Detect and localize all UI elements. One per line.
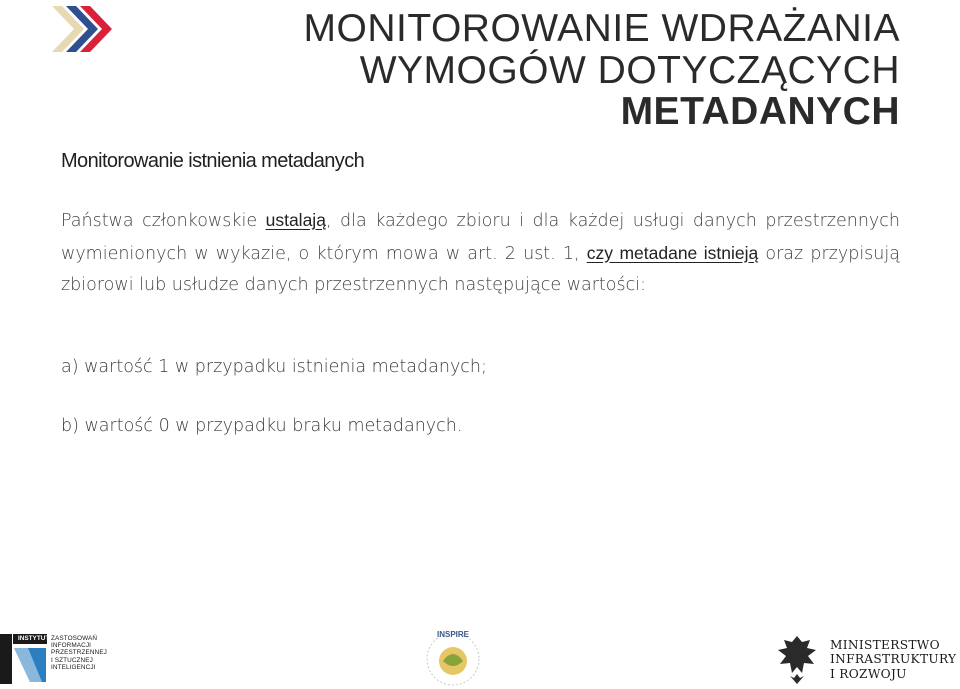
ministry-line: INFRASTRUKTURY [830, 652, 957, 667]
page-title [304, 8, 901, 133]
ipi-line: I SZTUCZNEJ [51, 656, 93, 664]
arrows-logo-icon [52, 6, 114, 52]
title-line-3: METADANYCH [620, 90, 900, 134]
ministry-name [830, 638, 956, 681]
section-subtitle: Monitorowanie istnienia metadanych [61, 150, 365, 172]
list-item-b: b) wartość 0 w przypadku braku metadanych. [61, 416, 463, 436]
ipi-name-text [51, 635, 107, 671]
title-line-2: WYMOGÓW DOTYCZĄCYCH [359, 48, 900, 92]
ipi-line: ZASTOSOWAŃ [51, 635, 98, 642]
title-line-1: MONITOROWANIE WDRAŻANIA [303, 7, 900, 50]
inspire-logo-icon [421, 625, 485, 689]
eagle-emblem-icon [772, 632, 822, 688]
ipi-line: PRZESTRZENNEJ [51, 649, 107, 657]
body-underlined-1: ustalają [265, 210, 326, 230]
ipi-line: INFORMACJI [51, 642, 92, 650]
inspire-label: INSPIRE [436, 630, 470, 639]
body-part-3: oraz przypisują zbiorowi lub usłudze danych przestrzennych następujące wartości: [61, 243, 900, 295]
body-paragraph [61, 205, 900, 302]
ministry-line: I ROZWOJU [830, 666, 907, 681]
ipi-line: INTELIGENCJI [51, 663, 96, 671]
body-part-2: , dla każdego zbioru i dla każdej usługi danych przestrzennych wymienionych w wykazie, o którym mowa w art. 2 ust. 1, [61, 211, 900, 264]
ministry-line: MINISTERSTWO [830, 638, 940, 652]
ipi-institute-label: INSTYTUT [18, 635, 50, 642]
body-underlined-2: czy metadane istnieją [586, 242, 759, 263]
list-item-a: a) wartość 1 w przypadku istnienia metadanych; [61, 357, 487, 377]
body-part-1: Państwa członkowskie [61, 211, 266, 231]
